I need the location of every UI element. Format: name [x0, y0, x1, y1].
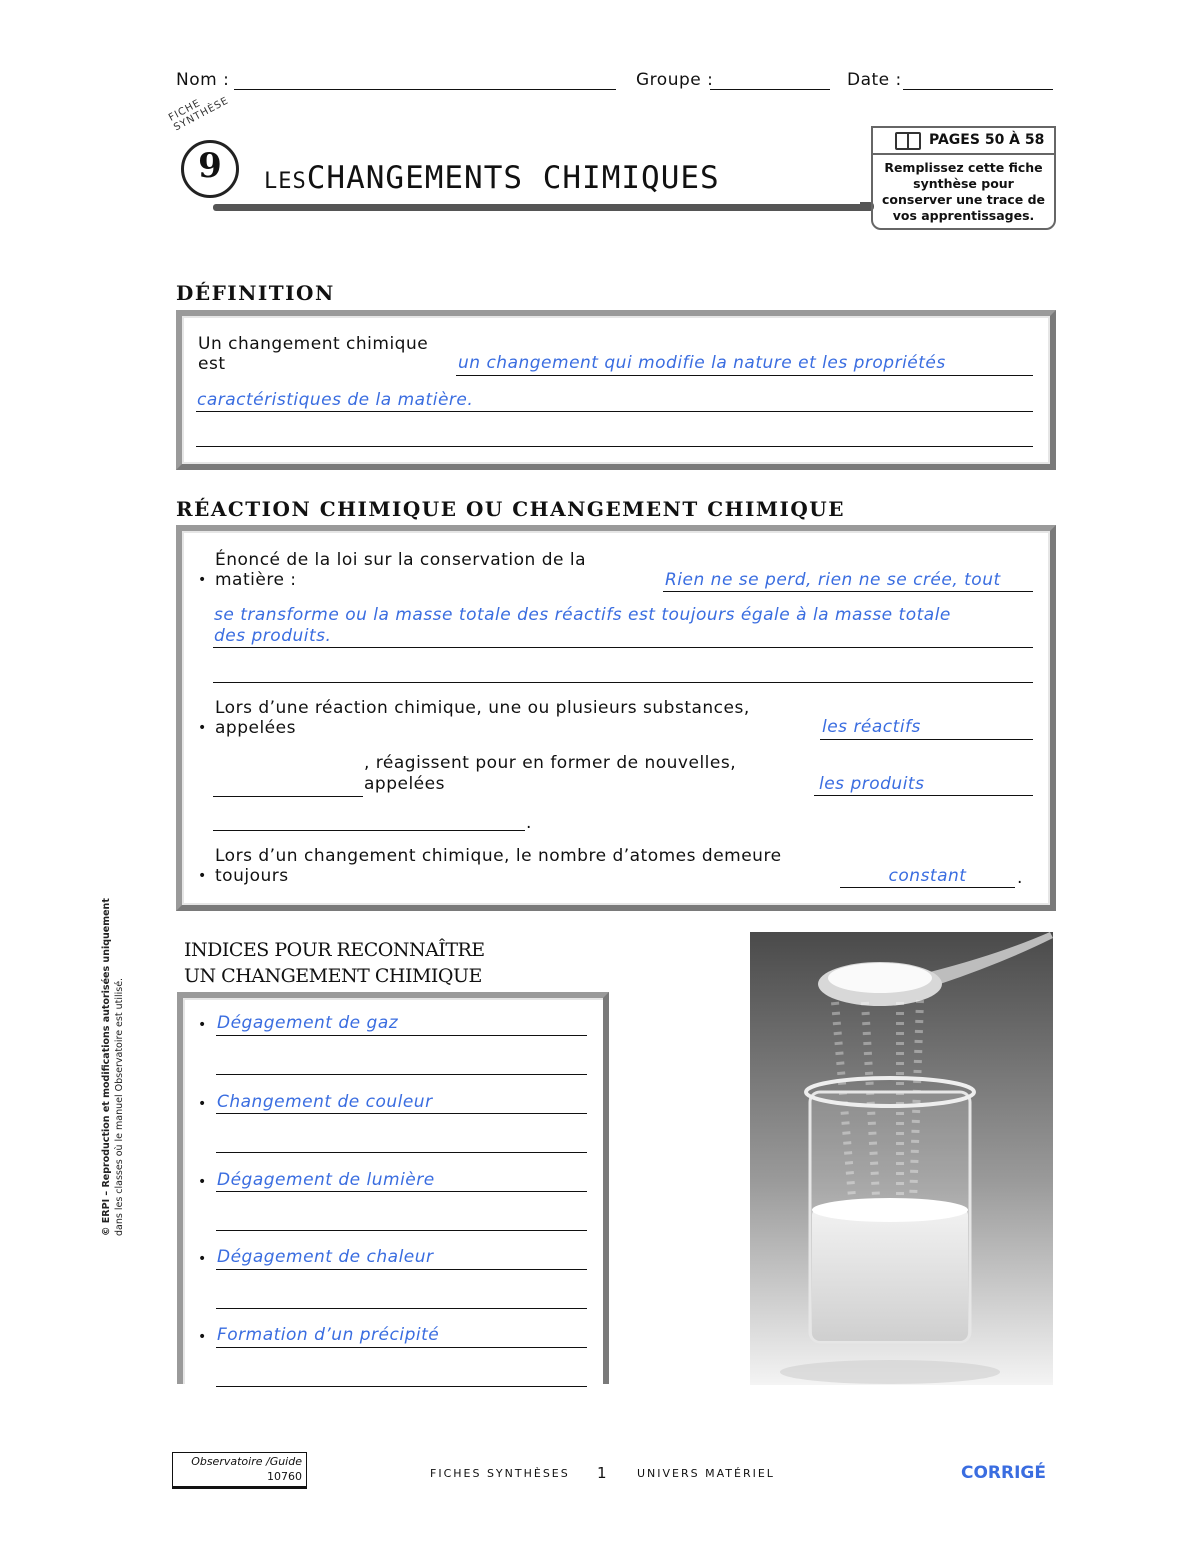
- item1-answer-b: se transforme ou la masse totale des réactifs est toujours égale à la masse totale: [214, 605, 951, 625]
- definition-line-2[interactable]: [196, 411, 1033, 412]
- definition-prompt: Un changement chimique est: [198, 334, 429, 374]
- indices-line-4a[interactable]: [216, 1269, 587, 1270]
- groupe-field[interactable]: [710, 89, 830, 90]
- copyright-line-1: © ERPI – Reproduction et modifications autorisées uniquement: [101, 898, 112, 1236]
- item2-answer-a: les réactifs: [822, 717, 921, 737]
- indices-line-5a[interactable]: [216, 1347, 587, 1348]
- pages-header: [873, 128, 1054, 155]
- item1-answer-a: Rien ne se perd, rien ne se crée, tout: [665, 570, 1001, 590]
- item3-answer: constant: [888, 866, 967, 886]
- title-main: CHANGEMENTS CHIMIQUES: [306, 160, 720, 196]
- guide-box: [172, 1452, 307, 1487]
- indices-answer-1: Dégagement de gaz: [217, 1013, 399, 1033]
- nom-label: Nom :: [176, 70, 230, 90]
- indices-heading-2: UN CHANGEMENT CHIMIQUE: [184, 965, 482, 987]
- page-number: 1: [597, 1464, 607, 1482]
- indices-bullet-4: •: [198, 1251, 207, 1267]
- indices-line-2a[interactable]: [216, 1113, 587, 1114]
- book-icon: [895, 132, 921, 150]
- item1-line-b[interactable]: [213, 647, 1033, 648]
- badge-arc-text: FICHE SYNTHÈSE: [167, 95, 231, 134]
- guide-underline: [172, 1487, 307, 1489]
- guide-line-1: Observatoire /Guide: [191, 1455, 302, 1468]
- item1-prompt-a: Énoncé de la loi sur la conservation de la: [215, 550, 586, 570]
- indices-heading: [184, 937, 485, 989]
- indices-item-4: [198, 1247, 588, 1325]
- item1-answer-c: des produits.: [214, 626, 332, 646]
- item2-prompt-b: appelées: [215, 718, 296, 738]
- indices-bullet-1: •: [198, 1017, 207, 1033]
- item2-line-c[interactable]: [814, 795, 1033, 796]
- pages-label: PAGES 50 À 58: [929, 132, 1045, 148]
- guide-line-2: 10760: [267, 1470, 302, 1483]
- indices-heading-1: INDICES POUR RECONNAÎTRE: [184, 939, 485, 961]
- title-underline: [213, 204, 873, 211]
- indices-answer-3: Dégagement de lumière: [217, 1170, 435, 1190]
- definition-answer-2: caractéristiques de la matière.: [197, 390, 474, 410]
- indices-bullet-3: •: [198, 1174, 207, 1190]
- definition-line-1[interactable]: [456, 375, 1033, 376]
- indices-line-4b[interactable]: [216, 1308, 587, 1309]
- instruction-text: Remplissez cette fiche synthèse pour conserver une trace de vos apprentissages.: [882, 160, 1045, 223]
- fiche-badge: [165, 95, 255, 212]
- footer-section: FICHES SYNTHÈSES: [430, 1467, 570, 1480]
- indices-answer-4: Dégagement de chaleur: [217, 1247, 434, 1267]
- item2-prompt-d: appelées: [364, 774, 445, 794]
- item1-prompt-b: matière :: [215, 570, 297, 590]
- indices-line-5b[interactable]: [216, 1386, 587, 1387]
- item3-line[interactable]: [840, 887, 1015, 888]
- indices-line-3b[interactable]: [216, 1230, 587, 1231]
- item3-end: .: [1017, 868, 1023, 888]
- item1-line-a[interactable]: [663, 591, 1033, 592]
- reaction-heading: RÉACTION CHIMIQUE OU CHANGEMENT CHIMIQUE: [176, 497, 845, 521]
- title-prefix: LES: [264, 169, 307, 194]
- indices-bullet-2: •: [198, 1096, 207, 1112]
- footer-universe: UNIVERS MATÉRIEL: [637, 1467, 775, 1480]
- item2-line-b[interactable]: [213, 796, 363, 797]
- indices-line-1a[interactable]: [216, 1035, 587, 1036]
- date-label: Date :: [847, 70, 902, 90]
- pages-box: [871, 126, 1056, 230]
- definition-heading: DÉFINITION: [176, 281, 335, 305]
- item3-prompt-b: toujours: [215, 866, 289, 886]
- indices-line-2b[interactable]: [216, 1152, 587, 1153]
- indices-answer-2: Changement de couleur: [217, 1092, 433, 1112]
- bullet-2: •: [198, 720, 207, 736]
- item3-prompt-a: Lors d’un changement chimique, le nombre d’atomes demeure: [215, 846, 782, 866]
- nom-field[interactable]: [234, 89, 616, 90]
- item2-answer-b: les produits: [819, 774, 925, 794]
- beaker-photo: [750, 932, 1053, 1385]
- item1-line-c[interactable]: [213, 682, 1033, 683]
- item2-line-d[interactable]: [213, 830, 525, 831]
- badge-number: 9: [198, 146, 222, 186]
- indices-item-2: [198, 1092, 588, 1170]
- indices-item-5: [198, 1325, 588, 1403]
- indices-answer-5: Formation d’un précipité: [217, 1325, 440, 1345]
- groupe-label: Groupe :: [636, 70, 714, 90]
- bullet-3: •: [198, 868, 207, 884]
- definition-answer-1: un changement qui modifie la nature et les propriétés: [458, 353, 946, 373]
- item2-end: .: [526, 813, 532, 833]
- copyright-note: [100, 896, 126, 1236]
- indices-line-3a[interactable]: [216, 1191, 587, 1192]
- item2-prompt-c: , réagissent pour en former de nouvelles,: [364, 753, 737, 773]
- copyright-line-2: dans les classes où le manuel Observatoire est utilisé.: [114, 977, 125, 1236]
- page-title: [264, 160, 720, 196]
- indices-item-3: [198, 1170, 588, 1248]
- definition-line-3[interactable]: [196, 446, 1033, 447]
- bullet-1: •: [198, 572, 207, 588]
- item2-line-a[interactable]: [820, 739, 1033, 740]
- corrige-label: CORRIGÉ: [961, 1463, 1046, 1483]
- indices-item-1: [198, 1013, 588, 1091]
- item2-prompt-a: Lors d’une réaction chimique, une ou plusieurs substances,: [215, 698, 750, 718]
- indices-bullet-5: •: [198, 1329, 207, 1345]
- date-field[interactable]: [903, 89, 1053, 90]
- indices-line-1b[interactable]: [216, 1074, 587, 1075]
